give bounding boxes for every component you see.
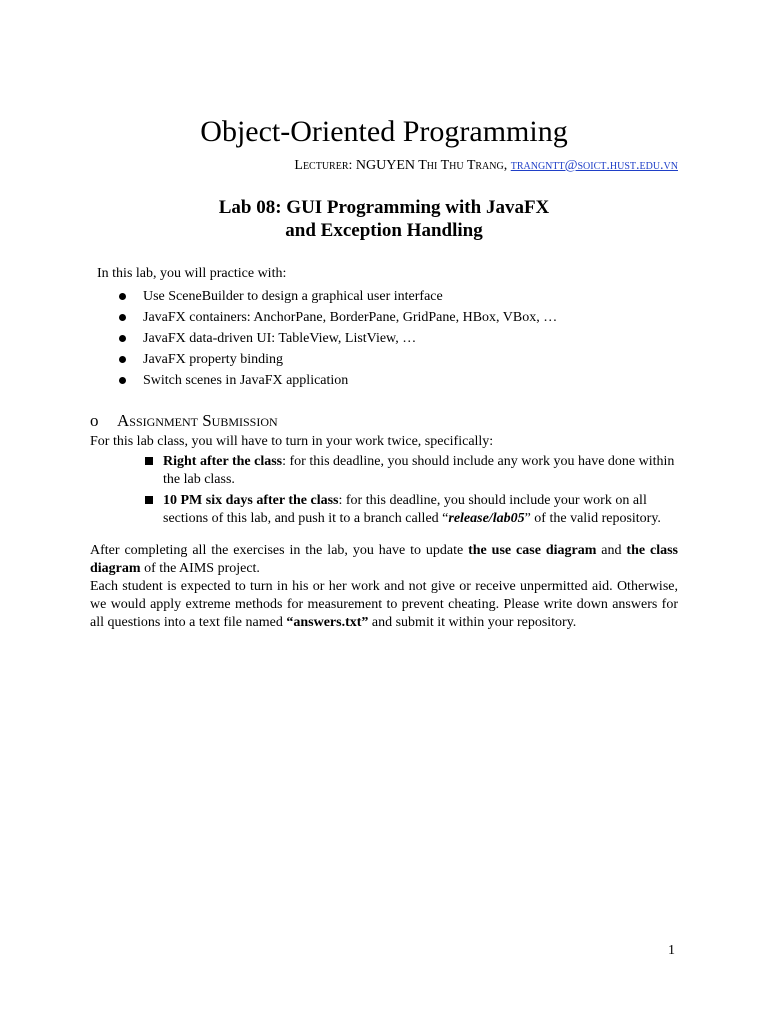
page-number: 1 [668, 943, 675, 958]
text-run: After completing all the exercises in the lab, you have to update [90, 543, 469, 558]
lab-title-line-1: Lab 08: GUI Programming with JavaFX [218, 197, 550, 218]
list-item: Use SceneBuilder to design a graphical user interface [115, 286, 557, 307]
bold-run: the class diagram [90, 543, 678, 576]
submission-intro: For this lab class, you will have to turn in your work twice, specifically: [90, 434, 494, 449]
deadline-item [145, 492, 678, 528]
course-title: Object-Oriented Programming [200, 115, 568, 148]
deadline-list [145, 453, 678, 531]
deadline-text: : for this deadline, you should include your work on all sections of this lab, and push it to a branch called “ [163, 493, 647, 526]
text-run: and [596, 543, 627, 558]
practice-list [115, 286, 557, 391]
lecturer-line [0, 156, 678, 176]
list-item: JavaFX data-driven UI: TableView, ListView, … [115, 328, 557, 349]
section-heading-text: Assignment Submission [117, 411, 278, 430]
bold-run: the use case diagram [468, 543, 597, 558]
list-item: JavaFX property binding [115, 349, 557, 370]
list-item: JavaFX containers: AnchorPane, BorderPane, GridPane, HBox, VBox, … [115, 307, 557, 328]
branch-name: release/lab05 [448, 511, 525, 526]
deadline-text: : for this deadline, you should include any work you have done within the lab class. [163, 454, 675, 487]
lecturer-email-link[interactable]: trangntt@soict.hust.edu.vn [510, 158, 678, 173]
lecturer-label: Lecturer: NGUYEN Thi Thu Trang, [294, 158, 508, 173]
section-heading [90, 410, 278, 432]
deadline-label: 10 PM six days after the class [163, 493, 339, 508]
deadline-item [145, 453, 678, 489]
section-marker: o [90, 411, 99, 430]
lab-title-line-2: and Exception Handling [285, 220, 483, 241]
list-item: Switch scenes in JavaFX application [115, 370, 557, 391]
intro-text: In this lab, you will practice with: [97, 266, 287, 281]
policy-paragraph [90, 578, 678, 632]
text-run: Each student is expected to turn in his or her work and not give or receive unpermitted aid. Otherwise, we would apply extreme methods for measurement to prevent cheating. Please write down answers for all questions into a text file named [90, 579, 678, 630]
text-run: and submit it within your repository. [368, 615, 577, 630]
answers-filename: “answers.txt” [286, 615, 369, 630]
deadline-text: ” of the valid repository. [524, 511, 661, 526]
text-run: of the AIMS project. [140, 561, 260, 576]
lab-title [0, 196, 768, 242]
deadline-label: Right after the class [163, 454, 283, 469]
update-paragraph [90, 542, 678, 578]
